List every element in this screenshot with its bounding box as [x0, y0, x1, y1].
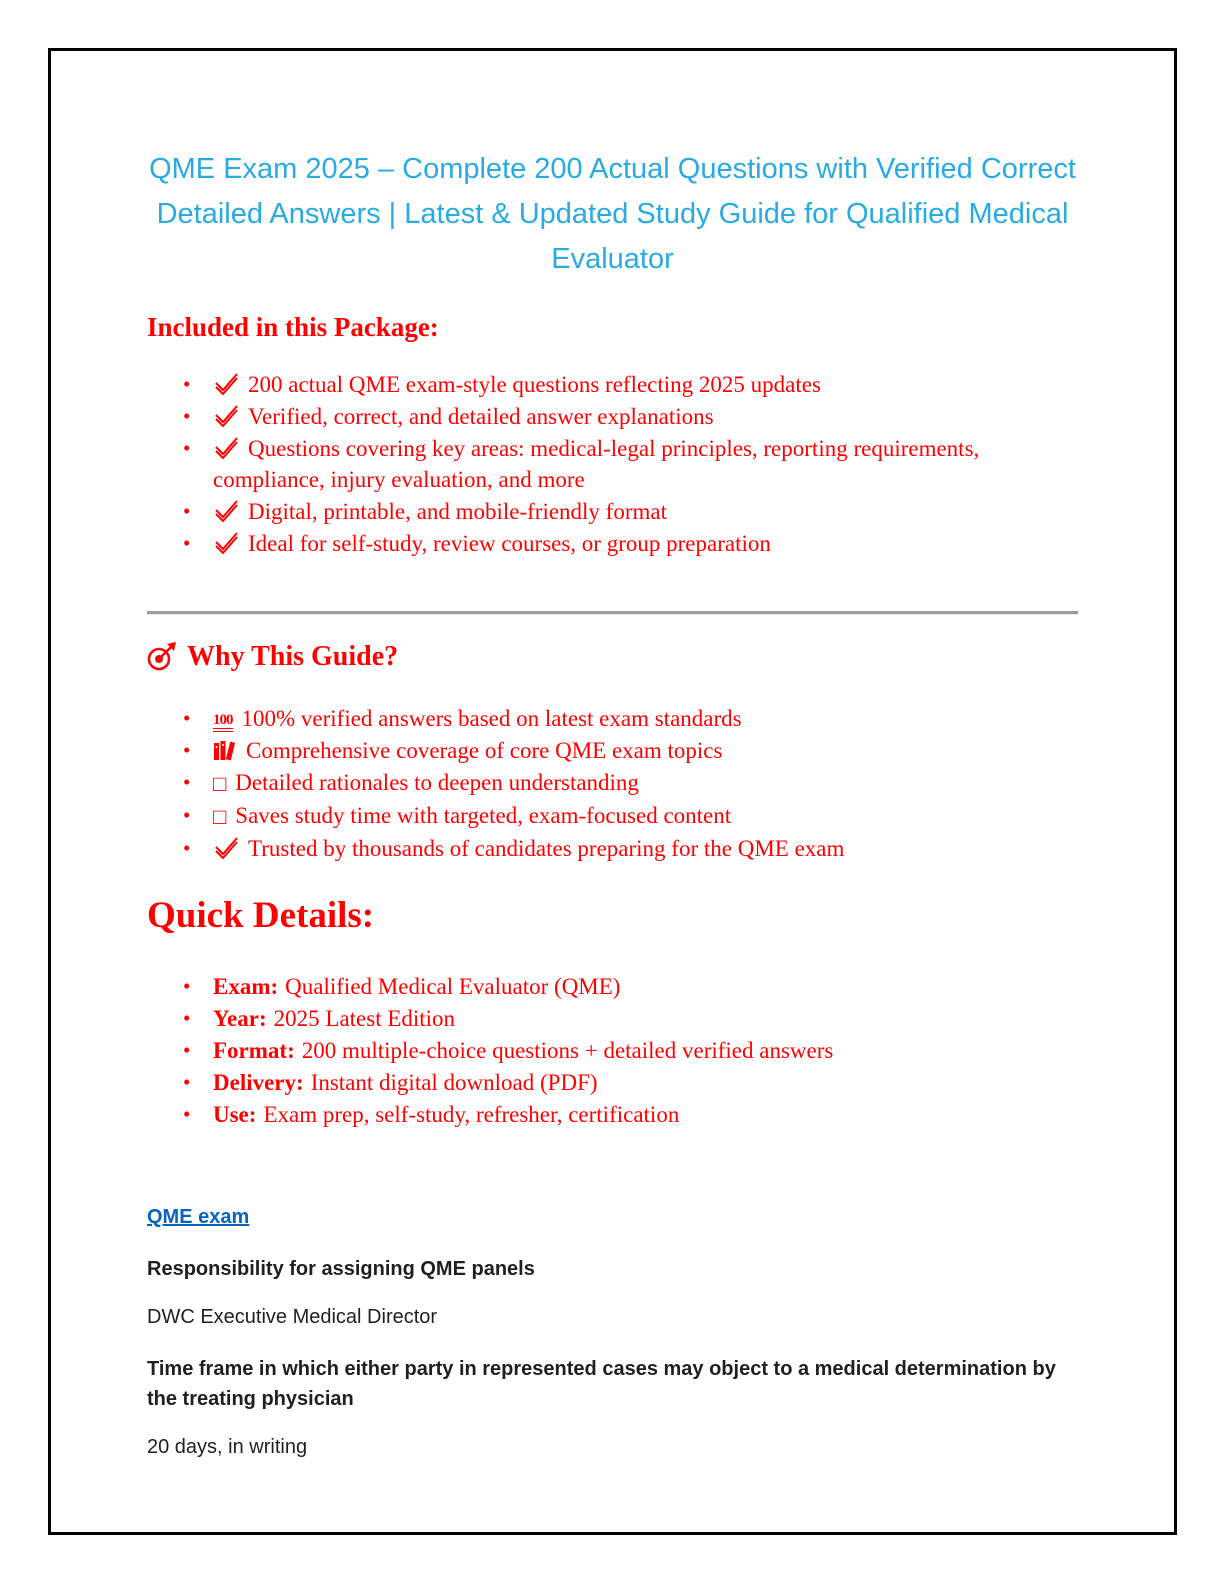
qme-exam-link[interactable]: QME exam [147, 1206, 250, 1228]
list-item-text: Detailed rationales to deepen understanding [235, 770, 639, 795]
list-item-text: Trusted by thousands of candidates preparing for the QME exam [248, 836, 845, 861]
list-item [213, 833, 1078, 864]
list-item-text: 100% verified answers based on latest exam standards [241, 706, 742, 731]
quick-details-list [147, 971, 1078, 1130]
detail-value: 2025 Latest Edition [273, 1006, 456, 1031]
list-item [213, 1035, 1078, 1066]
why-list [147, 703, 1078, 864]
section-heading-why [147, 641, 1078, 673]
list-item-text: 200 actual QME exam-style questions reflecting 2025 updates [248, 372, 821, 397]
detail-value: Qualified Medical Evaluator (QME) [285, 974, 621, 999]
list-item-text: Saves study time with targeted, exam-focused content [235, 803, 732, 828]
question-heading: Responsibility for assigning QME panels [147, 1258, 535, 1280]
detail-label: Year: [213, 1006, 267, 1031]
missing-glyph-icon: □ [213, 804, 227, 829]
list-item [213, 401, 1078, 432]
hundred-icon: 100 [213, 713, 233, 732]
list-item-text: Questions covering key areas: medical-legal principles, reporting requirements, compliance, injury evaluation, and more [213, 436, 980, 492]
detail-value: Instant digital download (PDF) [310, 1070, 598, 1095]
check-icon [213, 496, 239, 527]
section-divider [147, 611, 1078, 615]
check-icon [213, 433, 239, 464]
question-heading: Time frame in which either party in represented cases may object to a medical determination by the treating physician [147, 1358, 1056, 1410]
list-item-text: Ideal for self-study, review courses, or group preparation [248, 531, 771, 556]
answer-text: 20 days, in writing [147, 1436, 308, 1458]
detail-label: Format: [213, 1038, 295, 1063]
missing-glyph-icon: □ [213, 771, 227, 796]
list-item [213, 1003, 1078, 1034]
section-heading-text: Why This Guide? [187, 641, 399, 672]
detail-value: 200 multiple-choice questions + detailed verified answers [301, 1038, 834, 1063]
section-heading-included: Included in this Package: [147, 312, 439, 342]
list-item [213, 971, 1078, 1002]
check-icon [213, 833, 239, 864]
list-item [213, 528, 1078, 559]
page-title: QME Exam 2025 – Complete 200 Actual Questions with Verified Correct Detailed Answers | Latest & Updated Study Guide for Qualified Medical Evaluator [149, 153, 1076, 275]
section-heading-quick-details: Quick Details: [147, 895, 375, 936]
answer-text: DWC Executive Medical Director [147, 1306, 438, 1328]
detail-label: Delivery: [213, 1070, 304, 1095]
list-item [213, 735, 1078, 766]
list-item-text: Verified, correct, and detailed answer explanations [248, 404, 714, 429]
detail-label: Use: [213, 1102, 257, 1127]
qa-section [147, 1206, 1078, 1459]
list-item [213, 433, 1078, 495]
included-list [147, 369, 1078, 559]
books-icon [213, 735, 237, 766]
list-item [213, 767, 1078, 799]
detail-value: Exam prep, self-study, refresher, certification [263, 1102, 680, 1127]
list-item [213, 703, 1078, 734]
list-item [213, 1067, 1078, 1098]
target-icon [147, 642, 177, 672]
list-item-text: Digital, printable, and mobile-friendly format [248, 499, 667, 524]
list-item [213, 1099, 1078, 1130]
list-item [213, 496, 1078, 527]
list-item [213, 369, 1078, 400]
list-item [213, 800, 1078, 832]
list-item-text: Comprehensive coverage of core QME exam topics [246, 738, 723, 763]
document-page [48, 48, 1177, 1535]
check-icon [213, 369, 239, 400]
detail-label: Exam: [213, 974, 279, 999]
check-icon [213, 528, 239, 559]
check-icon [213, 401, 239, 432]
